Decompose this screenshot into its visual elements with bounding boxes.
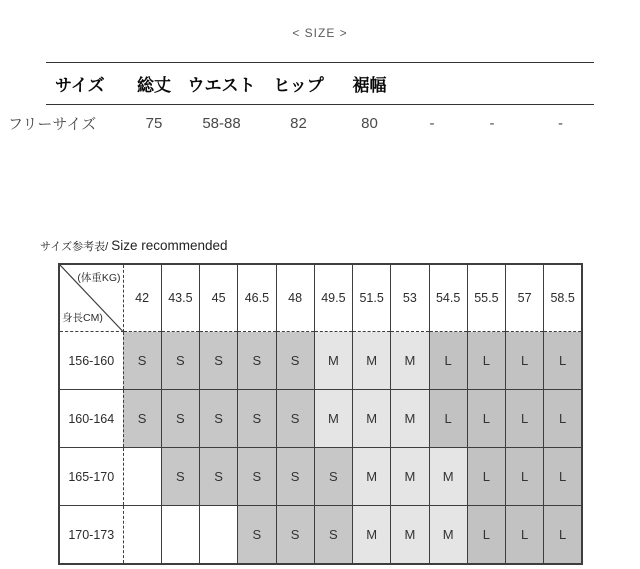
size-cell: M xyxy=(429,506,467,565)
size-cell: L xyxy=(544,390,582,448)
size-cell: L xyxy=(467,448,505,506)
size-cell: L xyxy=(544,332,582,390)
caption-english: Size recommended xyxy=(111,238,228,253)
size-cell: L xyxy=(467,390,505,448)
size-cell: L xyxy=(506,506,544,565)
weight-header-cell: 55.5 xyxy=(467,264,505,332)
spec-header-cell xyxy=(407,63,457,105)
corner-height-label: 身長CM) xyxy=(62,312,103,324)
spec-value-row xyxy=(46,105,594,143)
empty-cell xyxy=(123,448,161,506)
matrix-header-row xyxy=(59,264,582,332)
weight-header-cell: 42 xyxy=(123,264,161,332)
weight-header-cell: 53 xyxy=(391,264,429,332)
size-cell: M xyxy=(314,390,352,448)
size-cell: S xyxy=(200,390,238,448)
spec-value-cell: - xyxy=(429,115,435,132)
corner-cell xyxy=(59,264,123,332)
weight-header-cell: 45 xyxy=(200,264,238,332)
weight-header-cell: 49.5 xyxy=(314,264,352,332)
size-cell: S xyxy=(238,506,276,565)
size-cell: M xyxy=(391,506,429,565)
spec-header-cell: ヒップ xyxy=(273,76,324,95)
page-title: < SIZE > xyxy=(292,26,348,40)
spec-value-cell: 82 xyxy=(290,115,307,132)
size-cell: S xyxy=(276,506,314,565)
size-cell: M xyxy=(391,332,429,390)
weight-header-cell: 46.5 xyxy=(238,264,276,332)
size-cell: L xyxy=(467,506,505,565)
size-cell: L xyxy=(506,448,544,506)
size-cell: S xyxy=(200,448,238,506)
spec-header-cell xyxy=(527,63,594,105)
height-row-label: 165-170 xyxy=(59,448,123,506)
size-cell: L xyxy=(544,506,582,565)
size-cell: M xyxy=(391,390,429,448)
empty-cell xyxy=(200,506,238,565)
spec-header-cell: ウエスト xyxy=(187,76,256,95)
spec-value-cell: 75 xyxy=(145,115,163,132)
spec-table xyxy=(8,62,594,142)
size-cell: S xyxy=(314,448,352,506)
matrix-row xyxy=(59,506,582,565)
caption-japanese: サイズ参考表/ xyxy=(40,241,109,253)
spec-value-cell: 80 xyxy=(361,115,378,132)
size-cell: M xyxy=(429,448,467,506)
matrix-row xyxy=(59,390,582,448)
spec-header-row xyxy=(46,63,594,105)
empty-cell xyxy=(123,506,161,565)
size-cell: L xyxy=(429,332,467,390)
spec-header-cell: 裾幅 xyxy=(352,76,387,95)
spec-value-cell: フリーサイズ xyxy=(8,116,97,133)
size-cell: M xyxy=(391,448,429,506)
weight-header-cell: 54.5 xyxy=(429,264,467,332)
matrix-row xyxy=(59,332,582,390)
empty-cell xyxy=(161,506,199,565)
weight-header-cell: 58.5 xyxy=(544,264,582,332)
reference-caption xyxy=(40,237,640,254)
corner-weight-label: (体重KG) xyxy=(77,272,121,284)
size-cell: S xyxy=(276,332,314,390)
size-cell: L xyxy=(467,332,505,390)
weight-header-cell: 51.5 xyxy=(353,264,391,332)
spec-value-cell: - xyxy=(489,115,495,132)
size-cell: M xyxy=(314,332,352,390)
weight-header-cell: 43.5 xyxy=(161,264,199,332)
size-cell: S xyxy=(238,390,276,448)
matrix-row xyxy=(59,448,582,506)
size-cell: M xyxy=(353,448,391,506)
size-cell: S xyxy=(123,390,161,448)
height-row-label: 160-164 xyxy=(59,390,123,448)
size-cell: L xyxy=(544,448,582,506)
size-cell: S xyxy=(238,332,276,390)
height-row-label: 170-173 xyxy=(59,506,123,565)
size-cell: S xyxy=(161,332,199,390)
size-cell: S xyxy=(314,506,352,565)
size-matrix-table xyxy=(58,263,583,565)
size-cell: S xyxy=(161,448,199,506)
size-cell: L xyxy=(506,332,544,390)
size-cell: S xyxy=(276,448,314,506)
size-cell: M xyxy=(353,506,391,565)
size-cell: S xyxy=(276,390,314,448)
spec-header-cell xyxy=(457,63,527,105)
size-cell: S xyxy=(200,332,238,390)
weight-header-cell: 48 xyxy=(276,264,314,332)
size-cell: L xyxy=(429,390,467,448)
weight-header-cell: 57 xyxy=(506,264,544,332)
height-row-label: 156-160 xyxy=(59,332,123,390)
size-cell: S xyxy=(161,390,199,448)
size-cell: S xyxy=(238,448,276,506)
spec-value-cell: - xyxy=(558,115,563,132)
spec-value-cell: 58-88 xyxy=(202,115,241,132)
size-cell: S xyxy=(123,332,161,390)
size-cell: M xyxy=(353,332,391,390)
size-cell: L xyxy=(506,390,544,448)
spec-header-cell: サイズ xyxy=(55,76,105,95)
spec-header-cell: 総丈 xyxy=(137,76,171,95)
size-cell: M xyxy=(353,390,391,448)
